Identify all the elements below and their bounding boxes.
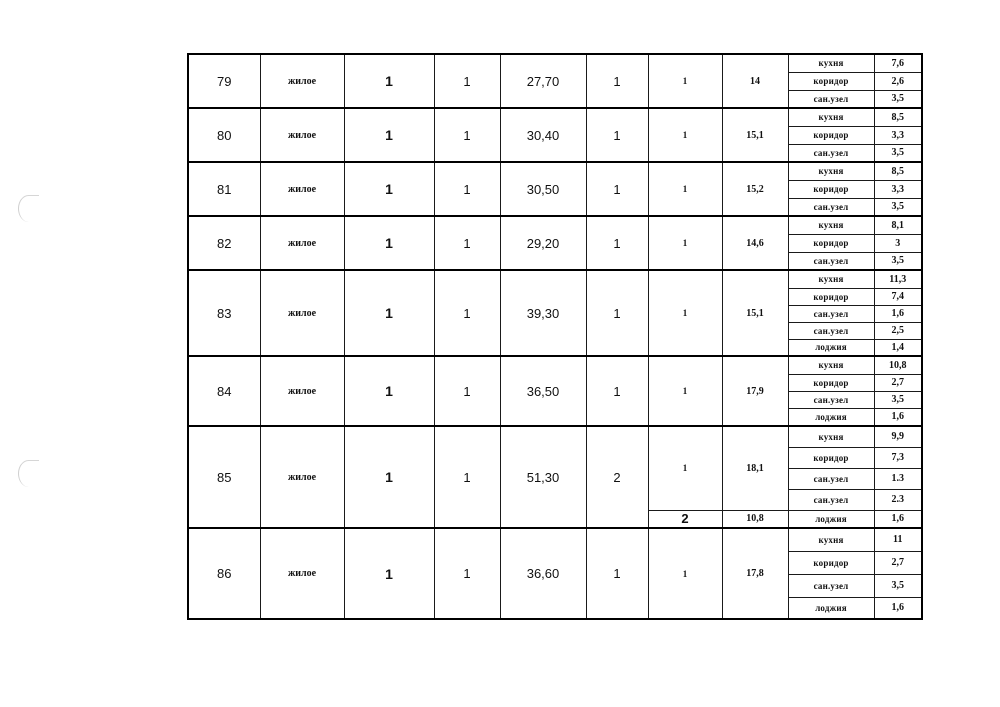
rooms-count-cell: 1 (586, 162, 648, 216)
level-cell: 1 (434, 216, 500, 270)
aux-room-area-cell: 1,4 (874, 339, 922, 356)
level-cell: 1 (434, 54, 500, 108)
table-row (188, 54, 922, 72)
aux-room-name-cell: коридор (788, 72, 874, 90)
level-cell: 1 (434, 356, 500, 426)
total-area-cell: 30,40 (500, 108, 586, 162)
table-row (188, 108, 922, 126)
living-room-number-cell: 1 (648, 426, 722, 510)
aux-room-name-cell: коридор (788, 180, 874, 198)
aux-room-name-cell: лоджия (788, 408, 874, 426)
living-room-number-cell: 1 (648, 162, 722, 216)
aux-room-name-cell: сан.узел (788, 322, 874, 339)
aux-room-area-cell: 10,8 (874, 356, 922, 374)
aux-room-name-cell: сан.узел (788, 144, 874, 162)
total-area-cell: 30,50 (500, 162, 586, 216)
aux-room-area-cell: 3,3 (874, 126, 922, 144)
living-room-area-cell: 15,1 (722, 270, 788, 356)
aux-room-name-cell: коридор (788, 126, 874, 144)
aux-room-name-cell: кухня (788, 162, 874, 180)
aux-room-area-cell: 1,6 (874, 305, 922, 322)
apartment-number-cell: 80 (188, 108, 260, 162)
living-room-number-cell: 1 (648, 216, 722, 270)
aux-room-name-cell: сан.узел (788, 391, 874, 408)
aux-room-area-cell: 8,1 (874, 216, 922, 234)
aux-room-area-cell: 7,3 (874, 447, 922, 468)
aux-room-name-cell: лоджия (788, 339, 874, 356)
rooms-count-cell: 2 (586, 426, 648, 528)
total-area-cell: 36,60 (500, 528, 586, 619)
rooms-count-cell: 1 (586, 54, 648, 108)
rooms-count-cell: 1 (586, 216, 648, 270)
living-room-number-cell: 1 (648, 528, 722, 619)
apartment-number-cell: 82 (188, 216, 260, 270)
table-row (188, 426, 922, 447)
rooms-count-cell: 1 (586, 528, 648, 619)
floor-cell: 1 (344, 54, 434, 108)
aux-room-area-cell: 2,5 (874, 322, 922, 339)
apartment-number-cell: 86 (188, 528, 260, 619)
aux-room-area-cell: 2.3 (874, 489, 922, 510)
living-room-number-cell: 1 (648, 270, 722, 356)
aux-room-name-cell: коридор (788, 288, 874, 305)
table-row (188, 356, 922, 374)
total-area-cell: 39,30 (500, 270, 586, 356)
aux-room-area-cell: 2,7 (874, 551, 922, 574)
aux-room-name-cell: коридор (788, 234, 874, 252)
premises-type-cell: жилое (260, 356, 344, 426)
premises-type-cell: жилое (260, 528, 344, 619)
premises-type-cell: жилое (260, 162, 344, 216)
aux-room-area-cell: 11 (874, 528, 922, 551)
level-cell: 1 (434, 108, 500, 162)
floor-cell: 1 (344, 426, 434, 528)
aux-room-area-cell: 3,5 (874, 90, 922, 108)
floor-cell: 1 (344, 356, 434, 426)
living-room-area-cell: 15,2 (722, 162, 788, 216)
rooms-count-cell: 1 (586, 270, 648, 356)
punch-hole-mark (18, 460, 39, 487)
level-cell: 1 (434, 270, 500, 356)
table-row (188, 270, 922, 288)
table-row (188, 162, 922, 180)
aux-room-name-cell: сан.узел (788, 468, 874, 489)
aux-room-name-cell: сан.узел (788, 305, 874, 322)
living-room-area-cell: 14 (722, 54, 788, 108)
aux-room-area-cell: 7,6 (874, 54, 922, 72)
aux-room-name-cell: коридор (788, 551, 874, 574)
aux-room-name-cell: кухня (788, 108, 874, 126)
level-cell: 1 (434, 162, 500, 216)
living-room-area-cell: 15,1 (722, 108, 788, 162)
aux-room-area-cell: 2,6 (874, 72, 922, 90)
aux-room-area-cell: 3,5 (874, 252, 922, 270)
aux-room-name-cell: кухня (788, 270, 874, 288)
aux-room-area-cell: 8,5 (874, 108, 922, 126)
aux-room-name-cell: кухня (788, 528, 874, 551)
table-row (188, 216, 922, 234)
total-area-cell: 51,30 (500, 426, 586, 528)
apartment-number-cell: 84 (188, 356, 260, 426)
aux-room-area-cell: 1,6 (874, 510, 922, 528)
aux-room-name-cell: кухня (788, 356, 874, 374)
floor-cell: 1 (344, 216, 434, 270)
aux-room-area-cell: 1,6 (874, 408, 922, 426)
floor-cell: 1 (344, 162, 434, 216)
aux-room-name-cell: сан.узел (788, 574, 874, 597)
aux-room-name-cell: сан.узел (788, 90, 874, 108)
total-area-cell: 36,50 (500, 356, 586, 426)
aux-room-area-cell: 3,5 (874, 198, 922, 216)
floor-cell: 1 (344, 108, 434, 162)
premises-type-cell: жилое (260, 54, 344, 108)
premises-type-cell: жилое (260, 108, 344, 162)
aux-room-name-cell: сан.узел (788, 198, 874, 216)
apartment-number-cell: 81 (188, 162, 260, 216)
living-room-area-cell: 14,6 (722, 216, 788, 270)
premises-type-cell: жилое (260, 270, 344, 356)
aux-room-name-cell: кухня (788, 426, 874, 447)
level-cell: 1 (434, 426, 500, 528)
living-room-number-cell: 2 (648, 510, 722, 528)
living-room-area-cell: 10,8 (722, 510, 788, 528)
aux-room-area-cell: 3,5 (874, 574, 922, 597)
rooms-count-cell: 1 (586, 108, 648, 162)
aux-room-area-cell: 3,5 (874, 144, 922, 162)
apartment-number-cell: 79 (188, 54, 260, 108)
premises-type-cell: жилое (260, 426, 344, 528)
aux-room-area-cell: 3,5 (874, 391, 922, 408)
aux-room-area-cell: 3 (874, 234, 922, 252)
apartment-number-cell: 83 (188, 270, 260, 356)
aux-room-area-cell: 11,3 (874, 270, 922, 288)
table-row (188, 528, 922, 551)
aux-room-name-cell: сан.узел (788, 252, 874, 270)
living-room-area-cell: 17,9 (722, 356, 788, 426)
aux-room-name-cell: сан.узел (788, 489, 874, 510)
floor-cell: 1 (344, 528, 434, 619)
aux-room-area-cell: 1,6 (874, 597, 922, 619)
aux-room-name-cell: кухня (788, 54, 874, 72)
aux-room-area-cell: 7,4 (874, 288, 922, 305)
rooms-count-cell: 1 (586, 356, 648, 426)
apartments-table (187, 53, 923, 620)
aux-room-area-cell: 2,7 (874, 374, 922, 391)
aux-room-area-cell: 8,5 (874, 162, 922, 180)
living-room-number-cell: 1 (648, 54, 722, 108)
living-room-number-cell: 1 (648, 356, 722, 426)
level-cell: 1 (434, 528, 500, 619)
living-room-area-cell: 18,1 (722, 426, 788, 510)
total-area-cell: 29,20 (500, 216, 586, 270)
aux-room-name-cell: лоджия (788, 597, 874, 619)
aux-room-area-cell: 3,3 (874, 180, 922, 198)
living-room-area-cell: 17,8 (722, 528, 788, 619)
aux-room-area-cell: 9,9 (874, 426, 922, 447)
aux-room-area-cell: 1.3 (874, 468, 922, 489)
floor-cell: 1 (344, 270, 434, 356)
aux-room-name-cell: коридор (788, 374, 874, 391)
total-area-cell: 27,70 (500, 54, 586, 108)
aux-room-name-cell: кухня (788, 216, 874, 234)
aux-room-name-cell: коридор (788, 447, 874, 468)
premises-type-cell: жилое (260, 216, 344, 270)
aux-room-name-cell: лоджия (788, 510, 874, 528)
apartment-number-cell: 85 (188, 426, 260, 528)
punch-hole-mark (18, 195, 39, 222)
living-room-number-cell: 1 (648, 108, 722, 162)
